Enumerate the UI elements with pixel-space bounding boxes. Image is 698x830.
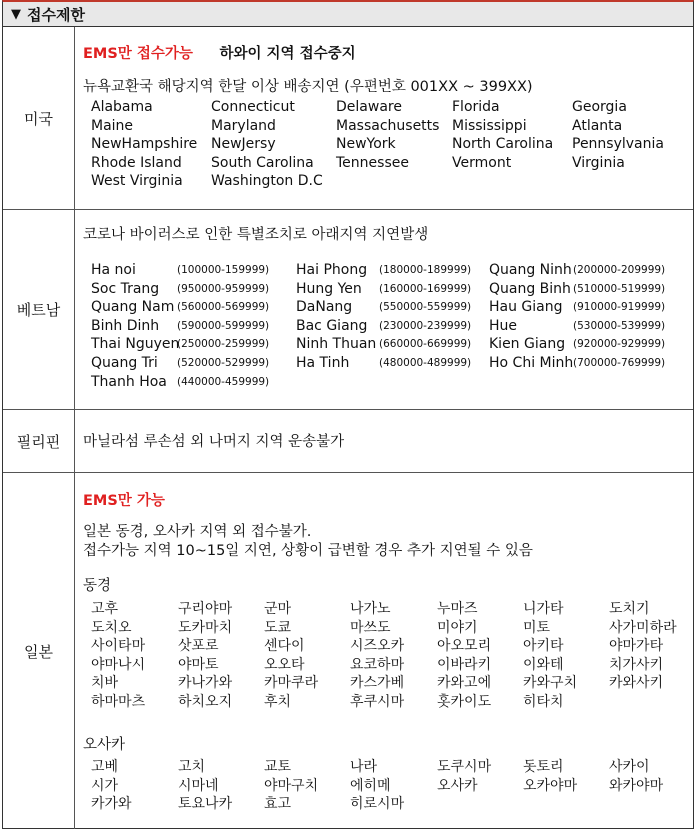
tokyo-city: 도카마치	[178, 619, 233, 636]
tokyo-city: 도치기	[609, 601, 650, 617]
vietnam-region-name: Quang Ninh	[489, 262, 572, 278]
usa-state: Connecticut	[211, 99, 295, 115]
usa-state: West Virginia	[91, 173, 183, 189]
vietnam-region-code: (920000-929999)	[573, 338, 666, 351]
vietnam-region-code: (590000-599999)	[177, 319, 270, 332]
vietnam-region-name: Quang Nam	[91, 299, 175, 316]
osaka-city: 시마네	[178, 777, 219, 794]
row-usa	[3, 27, 693, 210]
tokyo-city: 하치오지	[178, 693, 233, 710]
tokyo-city: 요코하마	[350, 656, 405, 673]
row-philippines	[3, 410, 693, 473]
tokyo-city: 누마즈	[437, 601, 478, 617]
tokyo-city: 카와구치	[523, 675, 578, 691]
usa-state: NewJersy	[211, 136, 276, 152]
tokyo-city: 군마	[264, 601, 292, 617]
tokyo-city: 카나가와	[178, 675, 233, 691]
vietnam-region-code: (230000-239999)	[379, 319, 472, 332]
usa-state: Washington D.C	[211, 173, 323, 189]
japan-notice-1: 일본 동경, 오사카 지역 외 접수불가.	[83, 524, 312, 540]
tokyo-city: 시즈오카	[350, 638, 405, 654]
vietnam-region-name: Ha Tinh	[296, 355, 350, 371]
vietnam-region-code: (440000-459999)	[177, 375, 270, 388]
restriction-table	[2, 27, 694, 829]
vietnam-region-code: (950000-959999)	[177, 282, 270, 295]
usa-state: NewHampshire	[91, 136, 198, 152]
usa-state: North Carolina	[452, 136, 554, 152]
vietnam-region-code: (510000-519999)	[573, 282, 666, 295]
tokyo-city: 미토	[523, 619, 551, 636]
osaka-city: 오카야마	[523, 777, 578, 794]
tokyo-city: 아키타	[523, 638, 564, 654]
vietnam-region-code: (530000-539999)	[573, 319, 666, 332]
collapse-arrow-icon[interactable]: ▼	[11, 6, 21, 22]
vietnam-region-name: Hue	[489, 317, 518, 334]
row-japan	[3, 473, 693, 829]
vietnam-region-code: (700000-769999)	[573, 357, 666, 369]
tokyo-city: 사이타마	[91, 638, 146, 654]
vietnam-region-code: (520000-529999)	[177, 357, 270, 369]
usa-headline	[83, 42, 356, 63]
usa-state: Delaware	[336, 99, 402, 115]
usa-state: Maine	[91, 117, 134, 134]
vietnam-region-name: Kien Giang	[489, 336, 566, 353]
vietnam-notice: 코로나 바이러스로 인한 특별조치로 아래지역 지연발생	[83, 227, 429, 243]
vietnam-region-code: (200000-209999)	[573, 264, 666, 276]
philippines-content	[75, 410, 693, 472]
tokyo-city: 야마나시	[91, 656, 146, 673]
usa-ems-only: EMS만 접수가능	[83, 46, 193, 62]
tokyo-city: 미야기	[437, 619, 478, 636]
tokyo-city: 도쿄	[264, 619, 292, 636]
tokyo-city: 삿포로	[178, 638, 219, 654]
usa-state: Rhode Island	[91, 154, 182, 171]
tokyo-city: 센다이	[264, 638, 305, 654]
tokyo-city: 히타치	[523, 693, 564, 710]
vietnam-region-code: (480000-489999)	[379, 357, 472, 369]
osaka-title: 오사카	[83, 737, 126, 753]
tokyo-city: 후치	[264, 693, 292, 710]
japan-ems-only: EMS만 가능	[83, 493, 165, 509]
tokyo-city: 나가노	[350, 601, 391, 617]
osaka-city: 교토	[264, 759, 292, 775]
usa-delay-notice: 뉴욕교환국 해당지역 한달 이상 배송지연 (우편번호 001XX ~ 399XX)	[83, 79, 533, 95]
country-label-vietnam: 베트남	[3, 210, 75, 409]
osaka-city: 고치	[178, 759, 206, 775]
tokyo-city: 야마가타	[609, 638, 664, 654]
osaka-city: 효고	[264, 796, 292, 812]
usa-state: Massachusetts	[336, 117, 440, 134]
japan-content	[75, 473, 693, 829]
tokyo-city: 야마토	[178, 656, 219, 673]
usa-state: Florida	[452, 99, 500, 115]
osaka-city: 도쿠시마	[437, 759, 492, 775]
usa-state: Virginia	[572, 154, 625, 171]
vietnam-region-name: Quang Binh	[489, 280, 571, 297]
usa-state: Vermont	[452, 154, 512, 171]
tokyo-city: 치가사키	[609, 656, 664, 673]
vietnam-region-name: Binh Dinh	[91, 317, 160, 334]
vietnam-region-name: Hai Phong	[296, 262, 368, 278]
usa-state: Georgia	[572, 99, 627, 115]
vietnam-region-name: Hung Yen	[296, 280, 362, 297]
vietnam-region-name: Soc Trang	[91, 280, 160, 297]
tokyo-city: 치바	[91, 675, 119, 691]
osaka-city: 오사카	[437, 777, 478, 794]
vietnam-region-name: Ninh Thuan	[296, 336, 377, 353]
usa-state: South Carolina	[211, 154, 314, 171]
osaka-city: 고베	[91, 759, 119, 775]
osaka-city: 야마구치	[264, 777, 319, 794]
vietnam-region-name: Ha noi	[91, 262, 136, 278]
vietnam-region-code: (100000-159999)	[177, 264, 270, 276]
usa-state: Pennsylvania	[572, 136, 664, 152]
country-label-usa: 미국	[3, 27, 75, 209]
tokyo-city: 카와고에	[437, 675, 492, 691]
vietnam-region-code: (660000-669999)	[379, 338, 472, 351]
tokyo-city: 도치오	[91, 619, 132, 636]
japan-notice-2: 접수가능 지역 10~15일 지연, 상황이 급변할 경우 추가 지연될 수 있음	[83, 543, 533, 559]
usa-hawaii-notice: 하와이 지역 접수중지	[219, 46, 356, 62]
tokyo-city: 고후	[91, 601, 119, 617]
usa-state: Mississippi	[452, 117, 527, 134]
country-label-philippines: 필리핀	[3, 410, 75, 472]
vietnam-region-name: Thanh Hoa	[91, 373, 167, 390]
tokyo-title: 동경	[83, 578, 112, 594]
usa-state: Tennessee	[336, 154, 409, 171]
tokyo-city: 카스가베	[350, 675, 405, 691]
section-title: 접수제한	[27, 5, 85, 24]
usa-state: Maryland	[211, 117, 276, 134]
osaka-city: 와카야마	[609, 777, 664, 794]
osaka-city: 사카이	[609, 759, 650, 775]
tokyo-city: 이와테	[523, 656, 564, 673]
tokyo-city: 사가미하라	[609, 619, 677, 636]
tokyo-city: 후쿠시마	[350, 693, 405, 710]
usa-state: Atlanta	[572, 117, 623, 134]
vietnam-region-name: Quang Tri	[91, 355, 158, 371]
osaka-city: 토요나카	[178, 796, 233, 812]
tokyo-city: 이바라키	[437, 656, 492, 673]
vietnam-region-code: (910000-919999)	[573, 301, 666, 314]
tokyo-city: 구리야마	[178, 601, 233, 617]
vietnam-region-code: (560000-569999)	[177, 301, 270, 314]
vietnam-content	[75, 210, 693, 409]
tokyo-city: 하마마츠	[91, 693, 146, 710]
osaka-city: 카가와	[91, 796, 132, 812]
philippines-notice: 마닐라섬 루손섬 외 나머지 지역 운송불가	[83, 434, 345, 450]
usa-state: Alabama	[91, 99, 153, 115]
tokyo-city: 카와사키	[609, 675, 664, 691]
vietnam-region-name: Ho Chi Minh	[489, 355, 574, 371]
osaka-city: 나라	[350, 759, 378, 775]
osaka-city: 돗토리	[523, 759, 564, 775]
tokyo-city: 마쓰도	[350, 619, 391, 636]
tokyo-city: 아오모리	[437, 638, 492, 654]
vietnam-region-code: (180000-189999)	[379, 264, 472, 276]
osaka-city: 히로시마	[350, 796, 405, 812]
usa-state: NewYork	[336, 136, 396, 152]
tokyo-city: 오오타	[264, 656, 305, 673]
vietnam-region-name: Bac Giang	[296, 317, 368, 334]
vietnam-region-code: (160000-169999)	[379, 282, 472, 295]
osaka-city: 에히메	[350, 777, 391, 794]
country-label-japan: 일본	[3, 473, 75, 829]
tokyo-city: 니가타	[523, 601, 564, 617]
vietnam-region-name: Hau Giang	[489, 299, 563, 316]
row-vietnam	[3, 210, 693, 410]
osaka-city: 시가	[91, 777, 119, 794]
vietnam-region-code: (250000-259999)	[177, 338, 270, 351]
vietnam-region-name: Thai Nguyen	[91, 336, 180, 353]
tokyo-city: 홋카이도	[437, 693, 492, 710]
usa-content	[75, 27, 693, 209]
section-header[interactable]	[2, 0, 694, 27]
vietnam-region-name: DaNang	[296, 299, 353, 316]
vietnam-region-code: (550000-559999)	[379, 301, 472, 314]
tokyo-city: 카마쿠라	[264, 675, 319, 691]
